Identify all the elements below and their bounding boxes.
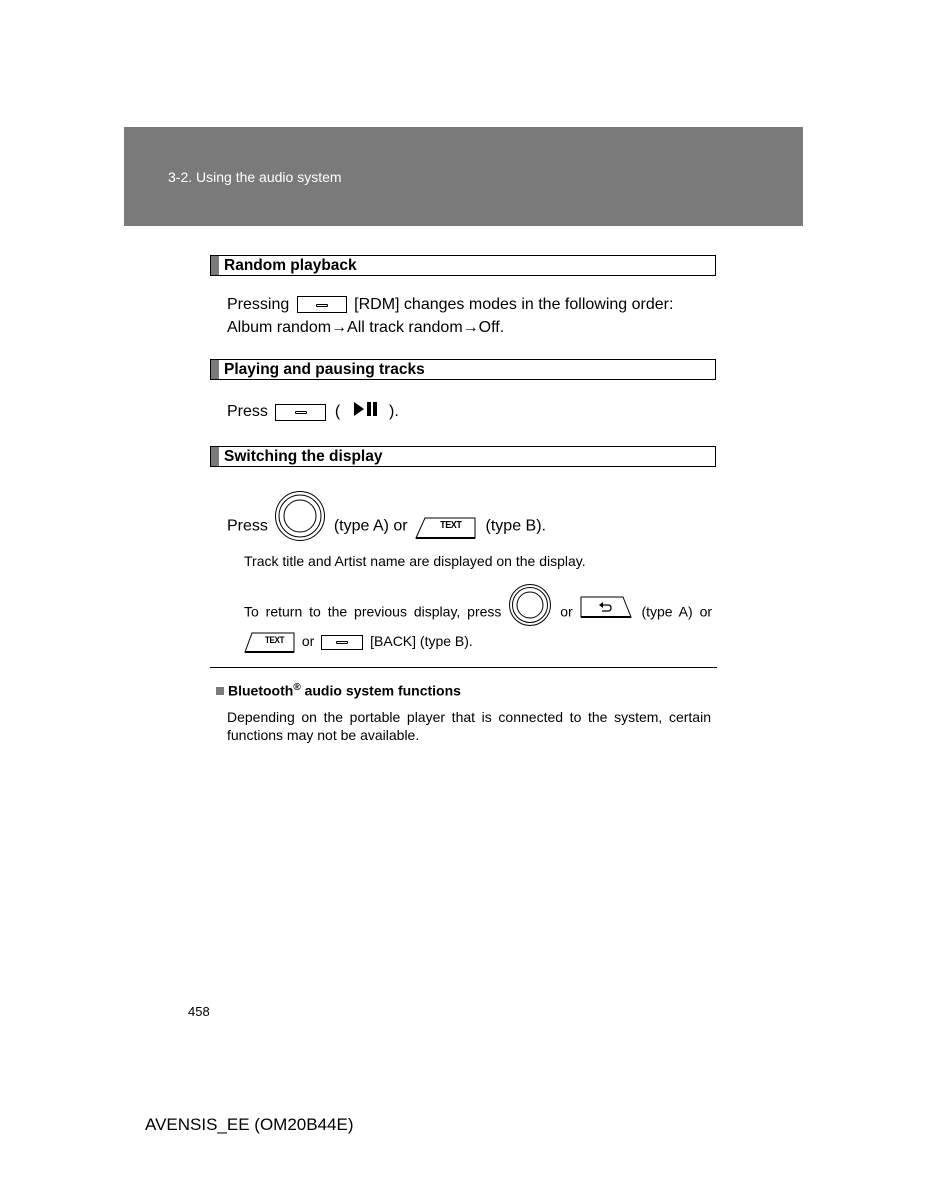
paren-close: ). [389,403,399,421]
text-button-label: TEXT [265,635,284,646]
instruction-text: (type B). [485,517,546,535]
page-number: 458 [188,1004,210,1019]
instruction-text: or [560,603,573,620]
heading-marker [211,256,219,275]
instruction-text: To return to the previous display, press [244,603,502,620]
section-divider [210,667,717,668]
breadcrumb: 3-2. Using the audio system [168,169,342,185]
section-title: Playing and pausing tracks [224,361,425,378]
back-button-icon [580,592,632,634]
random-playback-instruction [227,295,673,315]
return-instruction [244,583,713,625]
registered-mark: ® [293,682,301,693]
random-mode-order: Album random→All track random→Off. [227,319,505,336]
instruction-text: (type A) or [641,603,713,620]
square-bullet-icon [216,687,224,695]
text-button-icon [244,631,296,653]
footnote-title-rest: audio system functions [300,682,461,699]
play-pause-instruction [227,401,399,423]
section-heading-play-pause [210,359,716,380]
knob-button-icon [508,583,552,643]
section-heading-random-playback [210,255,716,276]
instruction-text: Press [227,517,268,535]
display-note: Track title and Artist name are displayed on the display. [244,553,586,569]
instruction-text: (type A) or [333,517,408,535]
chapter-header-band [124,127,803,226]
footnote-title: Bluetooth [228,682,294,699]
rdm-button-icon [297,296,347,313]
instruction-text: [RDM] changes modes in the following order: [354,296,674,313]
section-heading-switch-display [210,446,716,467]
heading-marker [211,447,219,466]
switch-display-instruction [227,490,546,540]
heading-marker [211,360,219,379]
section-title: Random playback [224,257,357,274]
section-title: Switching the display [224,448,383,465]
text-button-icon [415,515,477,539]
instruction-text: Pressing [227,296,290,313]
play-pause-icon [353,401,379,423]
footnote-heading [216,682,461,699]
text-button-label: TEXT [440,519,462,531]
instruction-text: Press [227,403,268,421]
back-instruction [244,630,473,654]
document-code: AVENSIS_EE (OM20B44E) [145,1115,354,1134]
instruction-text: or [301,633,315,649]
instruction-text: [BACK] (type B). [370,633,473,649]
back-button-rect-icon [321,635,363,650]
paren-open: ( [334,403,341,421]
footnote-body: Depending on the portable player that is connected to the system, certain functions may not be available. [227,709,711,743]
play-pause-button-icon [275,404,326,421]
